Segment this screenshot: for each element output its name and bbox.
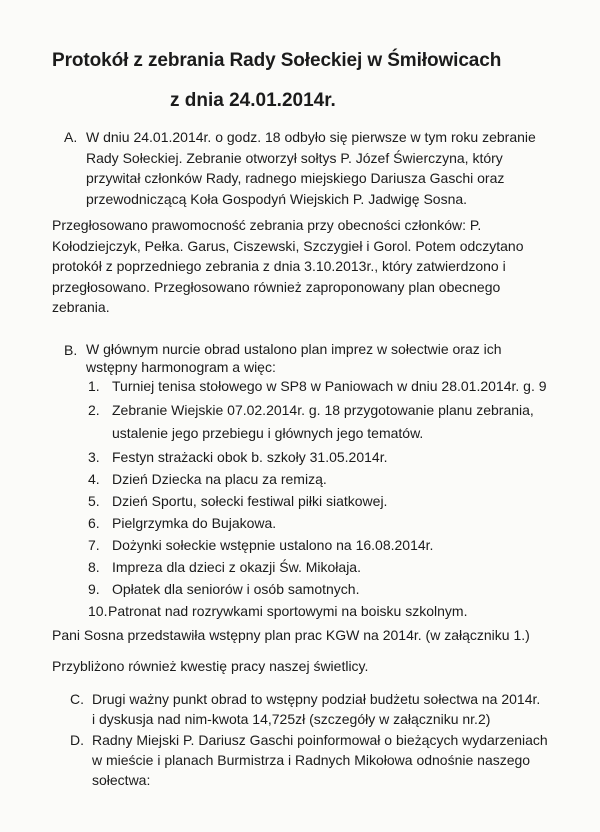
list-item-text: Dożynki sołeckie wstępnie ustalono na 16.08.2014r. bbox=[112, 537, 434, 553]
list-item-number: 8. bbox=[88, 559, 100, 575]
paragraph-line: Przegłosowano prawomocność zebrania przy obecności członków: P. bbox=[52, 217, 482, 233]
section-a-line: przewodniczącą Koła Gospodyń Wiejskich P. Jadwigę Sosna. bbox=[86, 190, 468, 207]
list-item-number: 6. bbox=[88, 515, 100, 531]
events-list bbox=[88, 376, 547, 621]
list-item-number: 9. bbox=[88, 581, 100, 597]
paragraph-line: Pani Sosna przedstawiła wstępny plan prac KGW na 2014r. (w załączniku 1.) bbox=[52, 627, 530, 643]
list-item-text: Festyn strażacki obok b. szkoły 31.05.2014r. bbox=[112, 449, 388, 465]
kgw-paragraph bbox=[52, 625, 530, 645]
list-item-number: 3. bbox=[88, 449, 100, 465]
list-item-text: Opłatek dla seniorów i osób samotnych. bbox=[112, 581, 360, 597]
paragraph-line: zebrania. bbox=[52, 299, 110, 316]
section-c-line: i dyskusja nad nim-kwota 14,725zł (szczegóły w załączniku nr.2) bbox=[92, 711, 491, 727]
list-item-text: Dzień Dziecka na placu za remizą. bbox=[112, 471, 327, 487]
section-d-line: w mieście i planach Burmistrza i Radnych Mikołowa odnośnie naszego bbox=[92, 752, 531, 768]
list-item-text: Impreza dla dzieci z okazji Św. Mikołaja. bbox=[112, 559, 361, 575]
list-item-text: Patronat nad rozrywkami sportowymi na boisku szkolnym. bbox=[108, 603, 468, 619]
list-item-text: Pielgrzymka do Bujakowa. bbox=[112, 515, 277, 531]
quorum-paragraph bbox=[52, 215, 524, 318]
section-a-line: przywitał członków Rady, radnego miejskiego Dariusza Gaschi oraz bbox=[86, 170, 505, 186]
list-item-number: 7. bbox=[88, 537, 100, 553]
community-room-paragraph bbox=[52, 656, 368, 676]
section-a-marker: A. bbox=[64, 129, 78, 145]
list-item bbox=[88, 469, 547, 489]
list-item-number: 5. bbox=[88, 493, 100, 509]
section-c-text bbox=[92, 689, 540, 729]
section-b-line: wstępny harmonogram a więc: bbox=[86, 359, 276, 375]
list-item bbox=[88, 400, 547, 443]
section-b-text bbox=[86, 340, 502, 376]
section-b-line: W głównym nurcie obrad ustalono plan imprez w sołectwie oraz ich bbox=[86, 341, 502, 357]
list-item bbox=[88, 376, 547, 396]
document-title: Protokół z zebrania Rady Sołeckiej w Śmiłowicach bbox=[52, 50, 502, 71]
list-item-continuation: ustalenie jego przebiegu i głównych jego tematów. bbox=[112, 425, 424, 441]
list-item bbox=[88, 535, 547, 555]
section-c-marker: C. bbox=[70, 691, 84, 707]
list-item bbox=[88, 491, 547, 511]
paragraph-line: Kołodziejczyk, Pełka. Garus, Ciszewski, Szczygieł i Gorol. Potem odczytano bbox=[52, 237, 524, 254]
section-d-text bbox=[92, 730, 548, 790]
list-item-number: 4. bbox=[88, 471, 100, 487]
section-a-line: Rady Sołeckiej. Zebranie otworzył sołtys P. Józef Świerczyna, który bbox=[86, 149, 503, 166]
paragraph-line: przegłosowano. Przegłosowano również zaproponowany plan obecnego bbox=[52, 278, 501, 295]
list-item bbox=[88, 579, 547, 599]
section-a-text bbox=[86, 127, 536, 209]
list-item bbox=[88, 557, 547, 577]
list-item-text: Dzień Sportu, sołecki festiwal piłki siatkowej. bbox=[112, 493, 388, 509]
paragraph-line: protokół z poprzedniego zebrania z dnia 3.10.2013r., który zatwierdzono i bbox=[52, 258, 506, 275]
section-d-marker: D. bbox=[70, 732, 84, 748]
list-item-number: 2. bbox=[88, 402, 100, 418]
section-c-line: Drugi ważny punkt obrad to wstępny podział budżetu sołectwa na 2014r. bbox=[92, 691, 541, 707]
list-item-number: 10. bbox=[88, 603, 108, 619]
list-item-text: Turniej tenisa stołowego w SP8 w Paniowach w dniu 28.01.2014r. g. 9 bbox=[112, 378, 547, 394]
section-d-line: sołectwa: bbox=[92, 772, 151, 788]
list-item-text: Zebranie Wiejskie 07.02.2014r. g. 18 przygotowanie planu zebrania, bbox=[112, 402, 534, 418]
section-d-line: Radny Miejski P. Dariusz Gaschi poinformował o bieżących wydarzeniach bbox=[92, 732, 548, 748]
list-item bbox=[88, 513, 547, 533]
section-b-marker: B. bbox=[64, 342, 78, 358]
list-item-number: 1. bbox=[88, 378, 100, 394]
paragraph-line: Przybliżono również kwestię pracy naszej świetlicy. bbox=[52, 658, 369, 674]
document-date: z dnia 24.01.2014r. bbox=[170, 90, 336, 111]
list-item bbox=[88, 601, 547, 621]
list-item bbox=[88, 447, 547, 467]
section-a-line: W dniu 24.01.2014r. o godz. 18 odbyło się pierwsze w tym roku zebranie bbox=[86, 129, 536, 145]
